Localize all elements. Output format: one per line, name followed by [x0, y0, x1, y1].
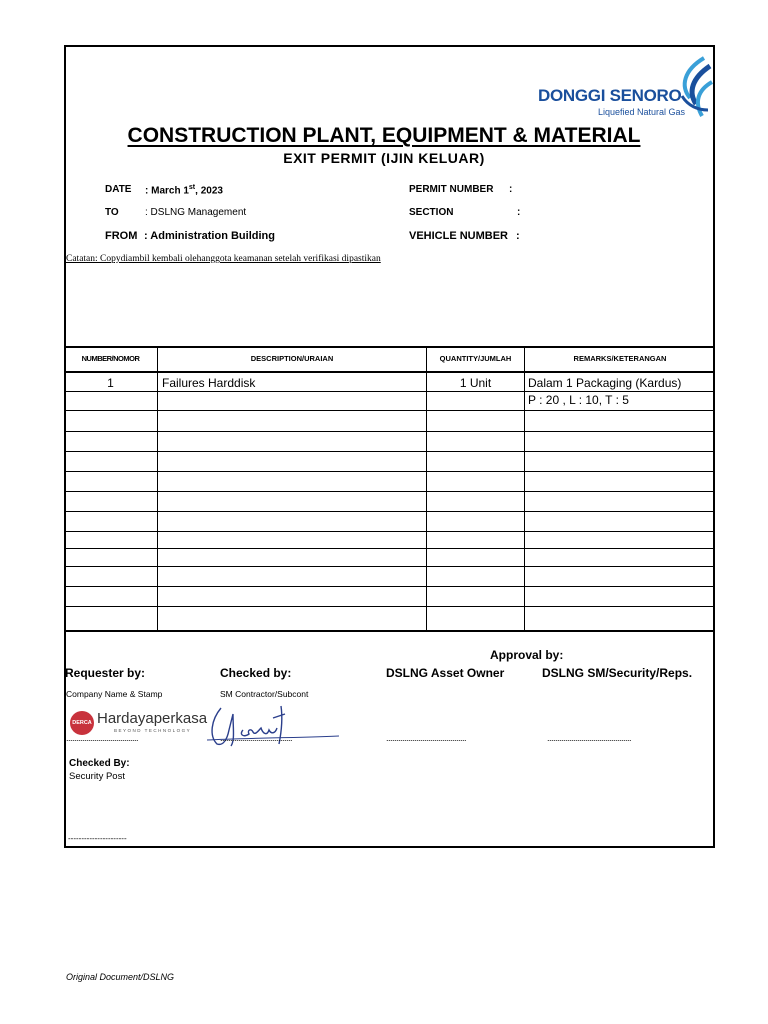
asset-owner-label: DSLNG Asset Owner	[386, 666, 505, 680]
to-value: : DSLNG Management	[145, 207, 247, 218]
footer-note: Original Document/DSLNG	[66, 972, 175, 982]
permit-number-label: PERMIT NUMBER	[409, 184, 494, 195]
brand-logo-text: DONGGI SENORO	[538, 86, 682, 105]
company-stamp-label: Company Name & Stamp	[66, 689, 163, 699]
table-row-line	[64, 491, 715, 492]
table-row-line	[64, 566, 715, 567]
section-colon: :	[517, 207, 521, 218]
company-badge-icon: DERCA	[70, 711, 94, 735]
brand-wave-icon	[674, 56, 714, 120]
table-cell-remarks: Dalam 1 Packaging (Kardus)	[528, 376, 682, 390]
security-signature-line: ----------------------	[68, 834, 127, 843]
to-label: TO	[105, 207, 119, 218]
section-label: SECTION	[409, 207, 454, 218]
checker-signature-line: ....................................	[220, 733, 293, 743]
table-bottom-border	[64, 630, 715, 632]
security-post-label: Security Post	[69, 771, 125, 782]
col-header-remarks: REMARKS/KETERANGAN	[573, 354, 667, 363]
checked-by-security-label: Checked By:	[69, 758, 130, 769]
table-row-line	[64, 391, 715, 392]
stamp-company-name: Hardayaperkasa	[97, 710, 208, 727]
table-header-border	[64, 371, 715, 373]
table-row-line	[64, 410, 715, 411]
requester-signature-line: ....................................	[66, 733, 139, 743]
brand-logo-tagline: Liquefied Natural Gas	[598, 107, 686, 117]
table-row-line	[64, 451, 715, 452]
table-col-divider	[157, 346, 158, 630]
document-title: CONSTRUCTION PLANT, EQUIPMENT & MATERIAL	[127, 124, 641, 147]
vehicle-number-label: VEHICLE NUMBER	[409, 230, 509, 242]
asset-owner-signature-line: ........................................	[386, 733, 467, 743]
col-header-quantity: QUANTITY/JUMLAH	[439, 354, 512, 363]
sm-contractor-label: SM Contractor/Subcont	[220, 689, 309, 699]
sm-security-label: DSLNG SM/Security/Reps.	[542, 666, 693, 680]
from-label: FROM	[105, 230, 138, 242]
table-row-line	[64, 606, 715, 607]
vehicle-number-colon: :	[516, 230, 520, 242]
table-row-line	[64, 471, 715, 472]
sm-security-signature-line: ..........................................	[547, 733, 632, 743]
checked-by-label: Checked by:	[220, 666, 292, 680]
approval-by-label: Approval by:	[490, 648, 564, 662]
note-text: Catatan: Copydiambil kembali olehanggota keamanan setelah verifikasi dipastikan	[66, 254, 381, 264]
table-row-line	[64, 548, 715, 549]
table-cell-quantity: 1 Unit	[459, 376, 492, 390]
document-subtitle: EXIT PERMIT (IJIN KELUAR)	[283, 150, 485, 166]
stamp-company-tagline: BEYOND TECHNOLOGY	[114, 728, 192, 733]
table-row-line	[64, 531, 715, 532]
date-label: DATE	[105, 184, 132, 195]
table-row-line	[64, 586, 715, 587]
col-header-number: NUMBER/NOMOR	[81, 354, 140, 363]
table-col-divider	[524, 346, 525, 630]
table-cell-remarks: P : 20 , L : 10, T : 5	[528, 393, 629, 407]
date-value: : March 1st, 2023	[145, 184, 223, 197]
from-value: : Administration Building	[144, 230, 275, 242]
table-row-line	[64, 511, 715, 512]
col-header-description: DESCRIPTION/URAIAN	[250, 354, 334, 363]
requester-by-label: Requester by:	[65, 666, 146, 680]
permit-number-colon: :	[509, 184, 513, 195]
table-row-line	[64, 431, 715, 432]
table-cell-number: 1	[107, 376, 114, 390]
table-cell-description: Failures Harddisk	[162, 376, 256, 390]
